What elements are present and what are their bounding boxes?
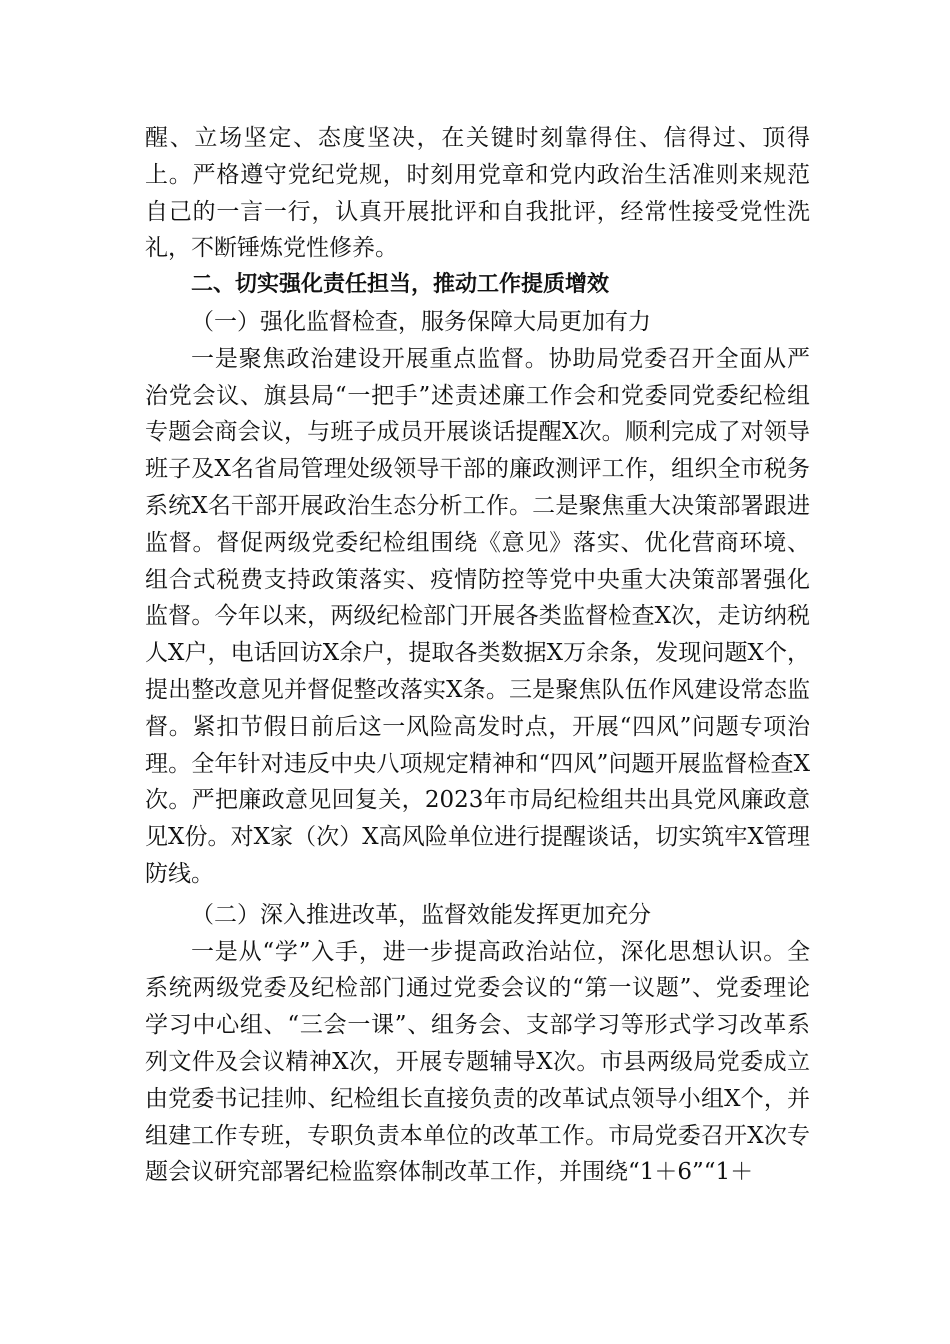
body-paragraph: 一是聚焦政治建设开展重点监督。协助局党委召开全面从严治党会议、旗县局“一把手”述责述廉工作会和党委同党委纪检组专题会商会议，与班子成员开展谈话提醒X次。顺利完成了对领导班子及X名省局管理处级领导干部的廉政测评工作，组织全市税务系统X名干部开展政治生态分析工作。二是聚焦重大决策部署跟进监督。督促两级党委纪检组围绕《意见》落实、优化营商环境、组合式税费支持政策落实、疫情防控等党中央重大决策部署强化监督。今年以来，两级纪检部门开展各类监督检查X次，走访纳税人X户，电话回访X余户，提取各类数据X万余条，发现问题X个，提出整改意见并督促整改落实X条。三是聚焦队伍作风建设常态监督。紧扣节假日前后这一风险高发时点，开展“四风”问题专项治理。全年针对违反中央八项规定精神和“四风”问题开展监督检查X次。严把廉政意见回复关，2023年市局纪检组共出具党风廉政意见X份。对X家（次）X高风险单位进行提醒谈话，切实筑牢X管理防线。 — [145, 345, 810, 887]
body-paragraph: 醒、立场坚定、态度坚决，在关键时刻靠得住、信得过、顶得上。严格遵守党纪党规，时刻用党章和党内政治生活准则来规范自己的一言一行，认真开展批评和自我批评，经常性接受党性洗礼，不断锤炼党性修养。 — [145, 125, 810, 262]
document-page — [145, 120, 810, 1191]
subsection-heading: （一）强化监督检查，服务保障大局更加有力 — [191, 308, 651, 335]
body-paragraph: 一是从“学”入手，进一步提高政治站位，深化思想认识。全系统两级党委及纪检部门通过党委会议的“第一议题”、党委理论学习中心组、“三会一课”、组务会、支部学习等形式学习改革系列文件及会议精神X次，开展专题辅导X次。市县两级局党委成立由党委书记挂帅、纪检组长直接负责的改革试点领导小组X个，并组建工作专班，专职负责本单位的改革工作。市局党委召开X次专题会议研究部署纪检监察体制改革工作，并围绕“1＋6”“1＋ — [145, 938, 810, 1186]
subsection-heading: （二）深入推进改革，监督效能发挥更加充分 — [191, 901, 651, 928]
section-heading: 二、切实强化责任担当，推动工作提质增效 — [191, 272, 610, 298]
